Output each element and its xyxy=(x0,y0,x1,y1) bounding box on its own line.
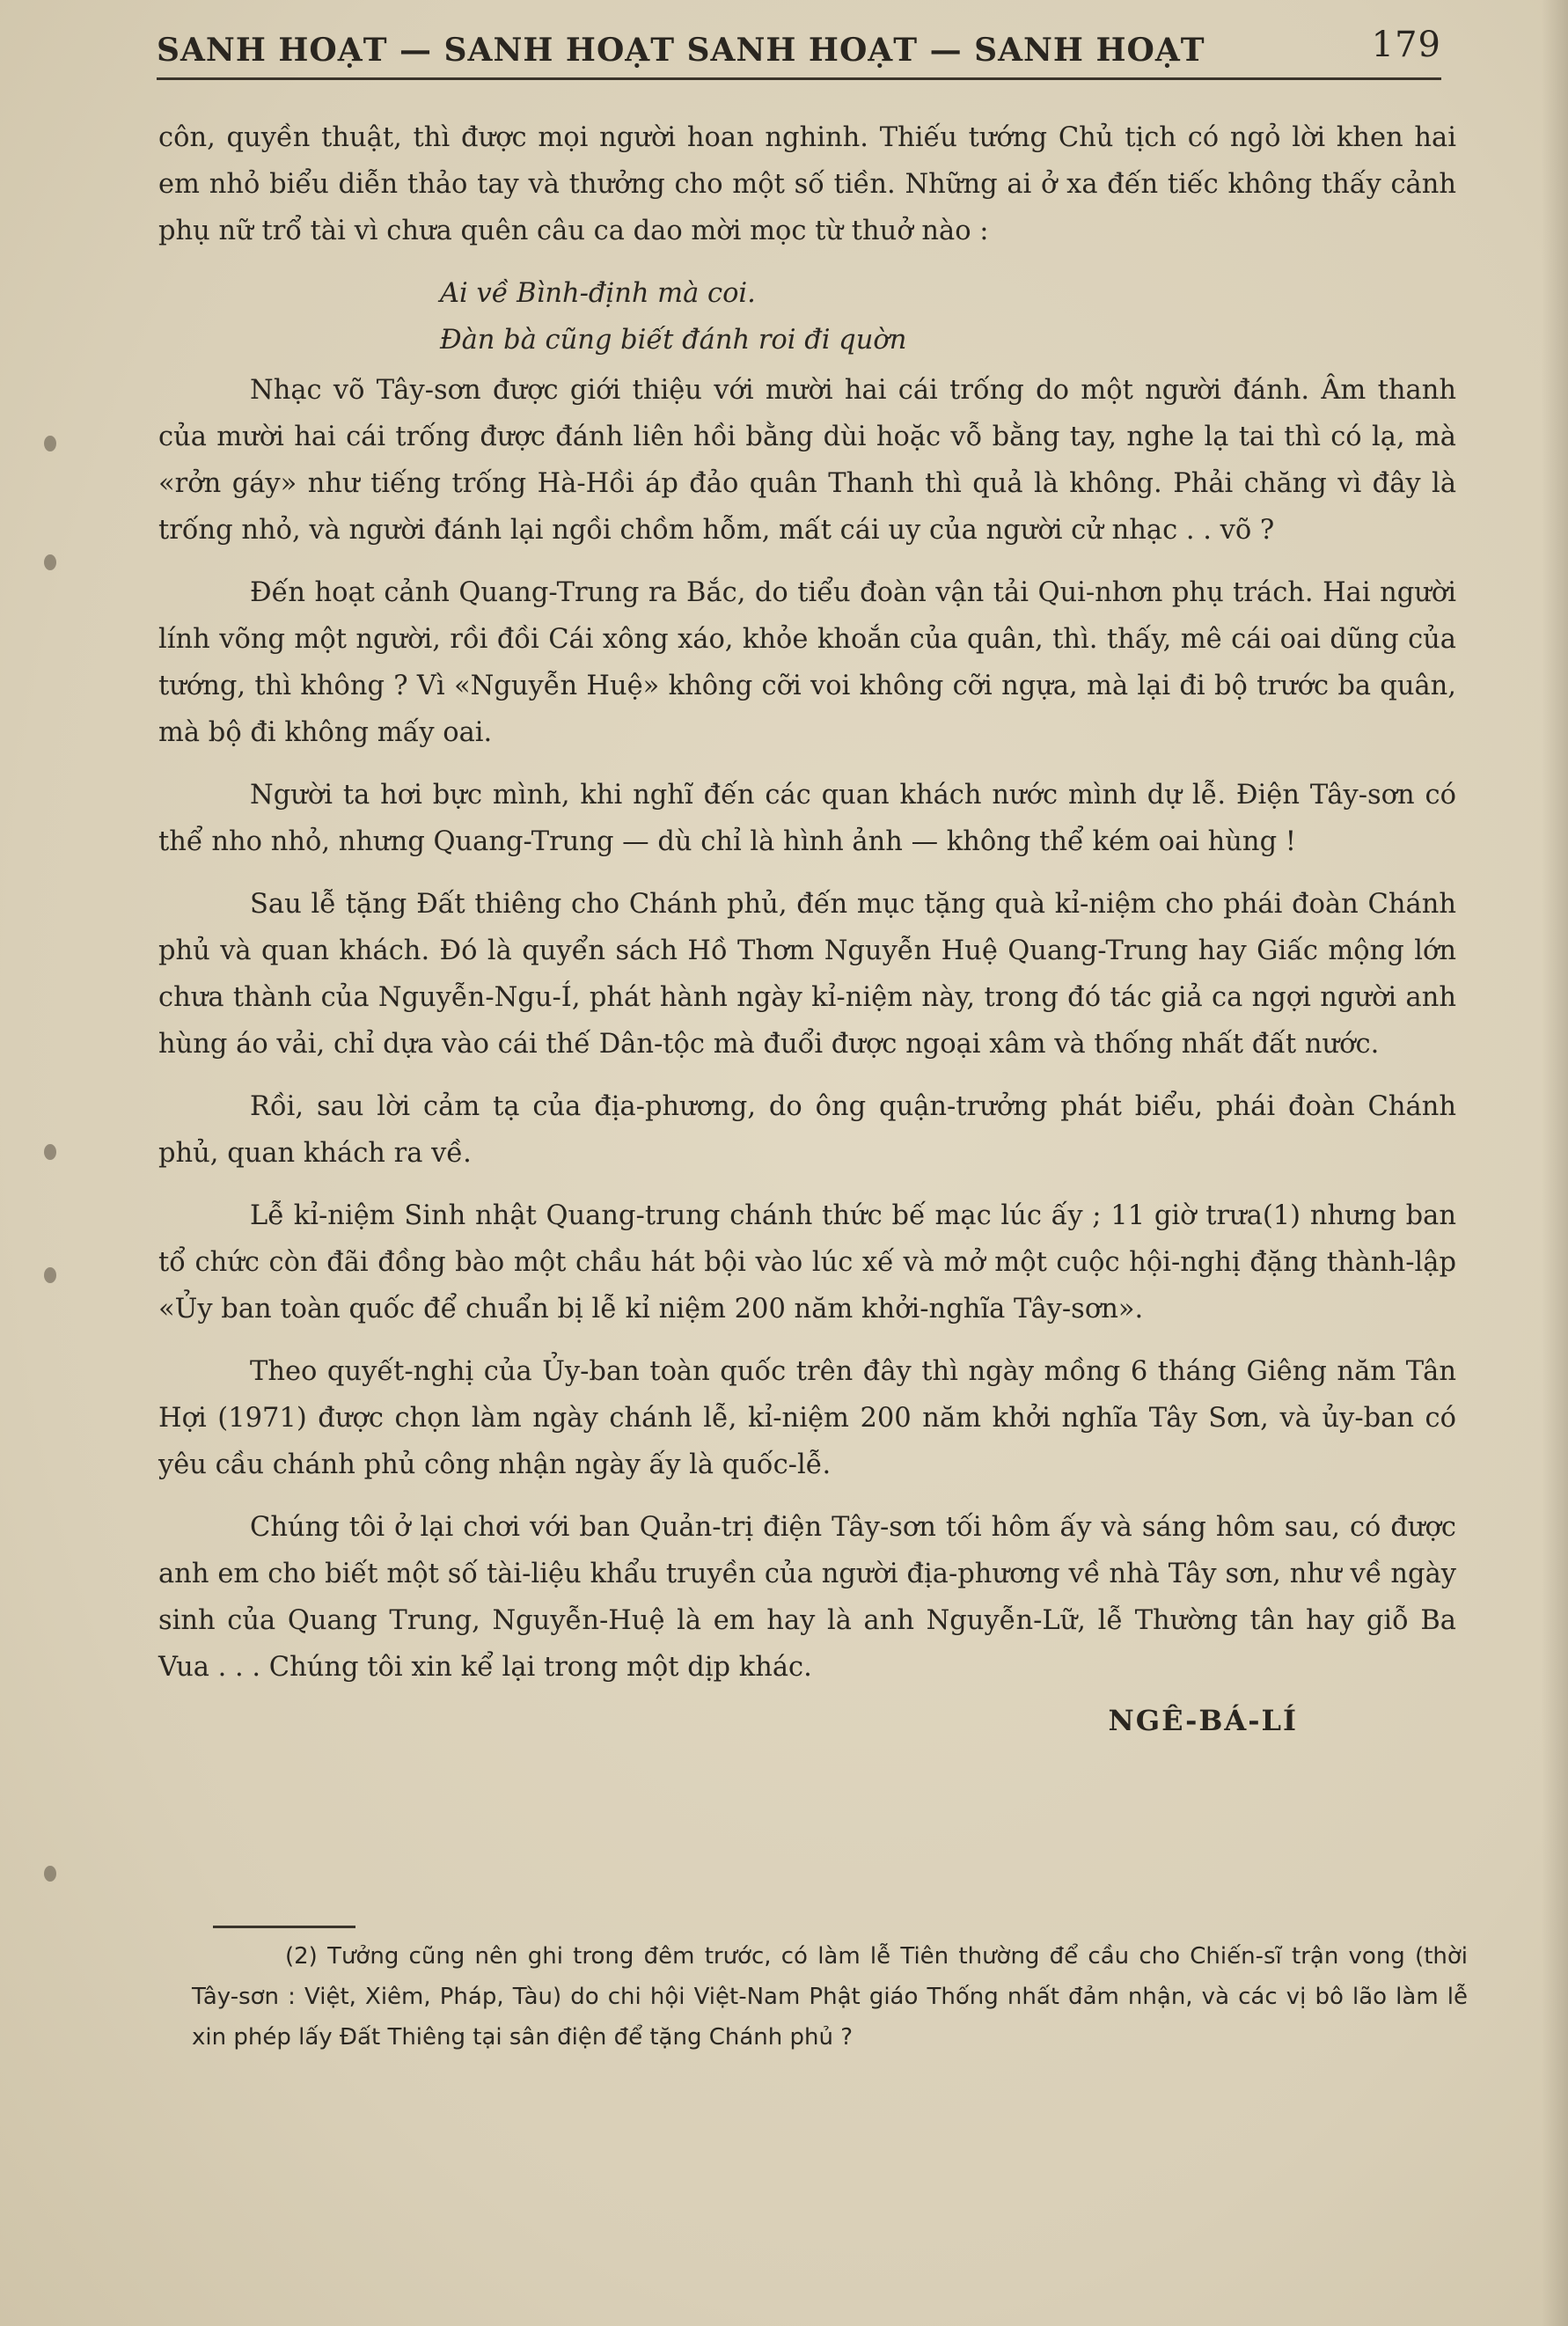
binding-hole-marks xyxy=(44,0,97,2326)
running-title: SANH HOẠT — SANH HOẠT SANH HOẠT — SANH HOẠT xyxy=(157,32,1205,69)
footnote-rule xyxy=(213,1926,355,1928)
binding-mark xyxy=(44,1866,56,1882)
paragraph-1: côn, quyền thuật, thì được mọi người hoan nghinh. Thiếu tướng Chủ tịch có ngỏ lời khen hai em nhỏ biểu diễn thảo tay và thưởng cho một số tiền. Những ai ở xa đến tiếc không thấy cảnh phụ nữ trổ tài vì chưa quên câu ca dao mời mọc từ thuở nào : xyxy=(158,122,1456,246)
binding-mark xyxy=(44,1267,56,1283)
article-body xyxy=(158,114,1456,1744)
footnote-text: (2) Tưởng cũng nên ghi trong đêm trước, có làm lễ Tiên thường để cầu cho Chiến-sĩ trận vong (thời Tây-sơn : Việt, Xiêm, Pháp, Tàu) do chi hội Việt-Nam Phật giáo Thống nhất đảm nhận, và các vị bô lão làm lễ xin phép lấy Đất Thiêng tại sân điện để tặng Chánh phủ ? xyxy=(192,1943,1468,2051)
binding-mark xyxy=(44,554,56,570)
verse-line-2: Đàn bà cũng biết đánh roi đi quờn xyxy=(440,325,907,356)
binding-mark xyxy=(44,436,56,451)
verse-line-1: Ai về Bình-định mà coi. xyxy=(440,278,756,309)
binding-mark xyxy=(44,1144,56,1160)
paragraph-7: Lễ kỉ-niệm Sinh nhật Quang-trung chánh thức bế mạc lúc ấy ; 11 giờ trưa(1) nhưng ban tổ chức còn đãi đồng bào một chầu hát bội vào lúc xế và mở một cuộc hội-nghị đặng thành-lập «Ủy ban toàn quốc để chuẩn bị lễ kỉ niệm 200 năm khởi-nghĩa Tây-sơn». xyxy=(158,1200,1456,1324)
paragraph-5: Sau lễ tặng Đất thiêng cho Chánh phủ, đến mục tặng quà kỉ-niệm cho phái đoàn Chánh phủ và quan khách. Đó là quyển sách Hồ Thơm Nguyễn Huệ Quang-Trung hay Giấc mộng lớn chưa thành của Nguyễn-Ngu-Í, phát hành ngày kỉ-niệm này, trong đó tác giả ca ngợi người anh hùng áo vải, chỉ dựa vào cái thế Dân-tộc mà đuổi được ngoại xâm và thống nhất đất nước. xyxy=(158,889,1456,1060)
paragraph-9: Chúng tôi ở lại chơi với ban Quản-trị điện Tây-sơn tối hôm ấy và sáng hôm sau, có được anh em cho biết một số tài-liệu khẩu truyền của người địa-phương về nhà Tây sơn, như về ngày sinh của Quang Trung, Nguyễn-Huệ là em hay là anh Nguyễn-Lữ, lễ Thường tân hay giỗ Ba Vua . . . Chúng tôi xin kể lại trong một dịp khác. xyxy=(158,1512,1456,1683)
page-edge-shadow xyxy=(1542,0,1568,2326)
paragraph-6: Rồi, sau lời cảm tạ của địa-phương, do ông quận-trưởng phát biểu, phái đoàn Chánh phủ, quan khách ra về. xyxy=(158,1091,1456,1169)
page-header xyxy=(157,16,1441,80)
paragraph-2: Nhạc võ Tây-sơn được giới thiệu với mười hai cái trống do một người đánh. Âm thanh của mười hai cái trống được đánh liên hồi bằng dùi hoặc vỗ bằng tay, nghe lạ tai thì có lạ, mà «rởn gáy» như tiếng trống Hà-Hồi áp đảo quân Thanh thì quả là không. Phải chăng vì đây là trống nhỏ, và người đánh lại ngồi chồm hỗm, mất cái uy của người cử nhạc . . võ ? xyxy=(158,375,1456,546)
page-number: 179 xyxy=(1371,25,1441,65)
folk-verse xyxy=(158,270,1456,363)
paragraph-8: Theo quyết-nghị của Ủy-ban toàn quốc trên đây thì ngày mồng 6 tháng Giêng năm Tân Hợi (1971) được chọn làm ngày chánh lễ, kỉ-niệm 200 năm khởi nghĩa Tây Sơn, và ủy-ban có yêu cầu chánh phủ công nhận ngày ấy là quốc-lễ. xyxy=(158,1356,1456,1480)
paragraph-4: Người ta hơi bực mình, khi nghĩ đến các quan khách nước mình dự lễ. Điện Tây-sơn có thể nho nhỏ, nhưng Quang-Trung — dù chỉ là hình ảnh — không thể kém oai hùng ! xyxy=(158,780,1456,857)
footnote xyxy=(192,1936,1468,2058)
author-signature: NGÊ-BÁ-LÍ xyxy=(1108,1704,1298,1737)
paragraph-3: Đến hoạt cảnh Quang-Trung ra Bắc, do tiểu đoàn vận tải Qui-nhơn phụ trách. Hai người lính võng một người, rồi đồi Cái xông xáo, khỏe khoắn của quân, thì. thấy, mê cái oai dũng của tướng, thì không ? Vì «Nguyễn Huệ» không cỡi voi không cỡi ngựa, mà lại đi bộ trước ba quân, mà bộ đi không mấy oai. xyxy=(158,577,1456,748)
